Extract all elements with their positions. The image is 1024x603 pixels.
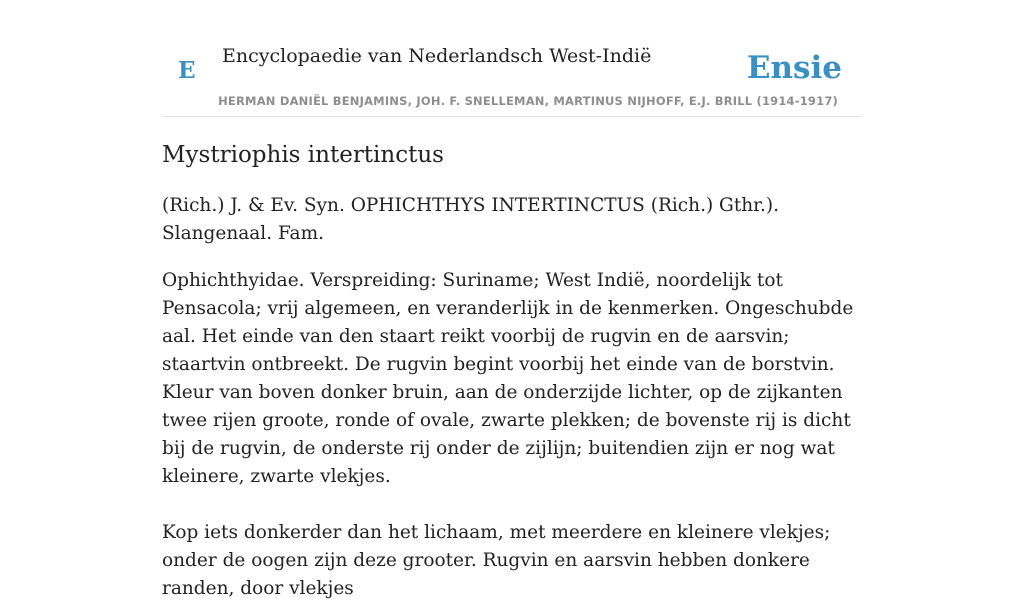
article-paragraph: Ophichthyidae. Verspreiding: Suriname; West Indië, noordelijk tot Pensacola; vrij algemeen, en veranderlijk in de kenmerken. Ongeschubde aal. Het einde van den staart reikt voorbij de rugvin en de aarsvin; staartvin ontbreekt. De rugvin begint voorbij het einde van de borstvin. Kleur van boven donker bruin, aan de onderzijde lichter, op de zijkanten twee rijen groote, ronde of ovale, zwarte plekken; de bovenste rij is dicht bij de rugvin, de onderste rij onder de zijlijn; buitendien zijn er nog wat kleinere, zwarte vlekjes.	[162, 270, 854, 487]
article-paragraph: (Rich.) J. & Ev. Syn. OPHICHTHYS INTERTINCTUS (Rich.) Gthr.). Slangenaal. Fam.	[162, 195, 779, 244]
book-credits: HERMAN DANIËL BENJAMINS, JOH. F. SNELLEMAN, MARTINUS NIJHOFF, E.J. BRILL (1914-1917)	[218, 94, 838, 108]
site-header	[162, 0, 862, 117]
book-logo-icon[interactable]: E	[178, 57, 196, 84]
article-paragraph: Kop iets donkerder dan het lichaam, met meerdere en kleinere vlekjes; onder de oogen zijn deze grooter. Rugvin en aarsvin hebben donkere randen, door vlekjes	[162, 522, 831, 599]
article	[162, 140, 862, 603]
book-title[interactable]: Encyclopaedie van Nederlandsch West-Indië	[222, 45, 652, 67]
entry-title: Mystriophis intertinctus	[162, 142, 444, 168]
ensie-logo-link[interactable]: Ensie	[746, 50, 842, 86]
